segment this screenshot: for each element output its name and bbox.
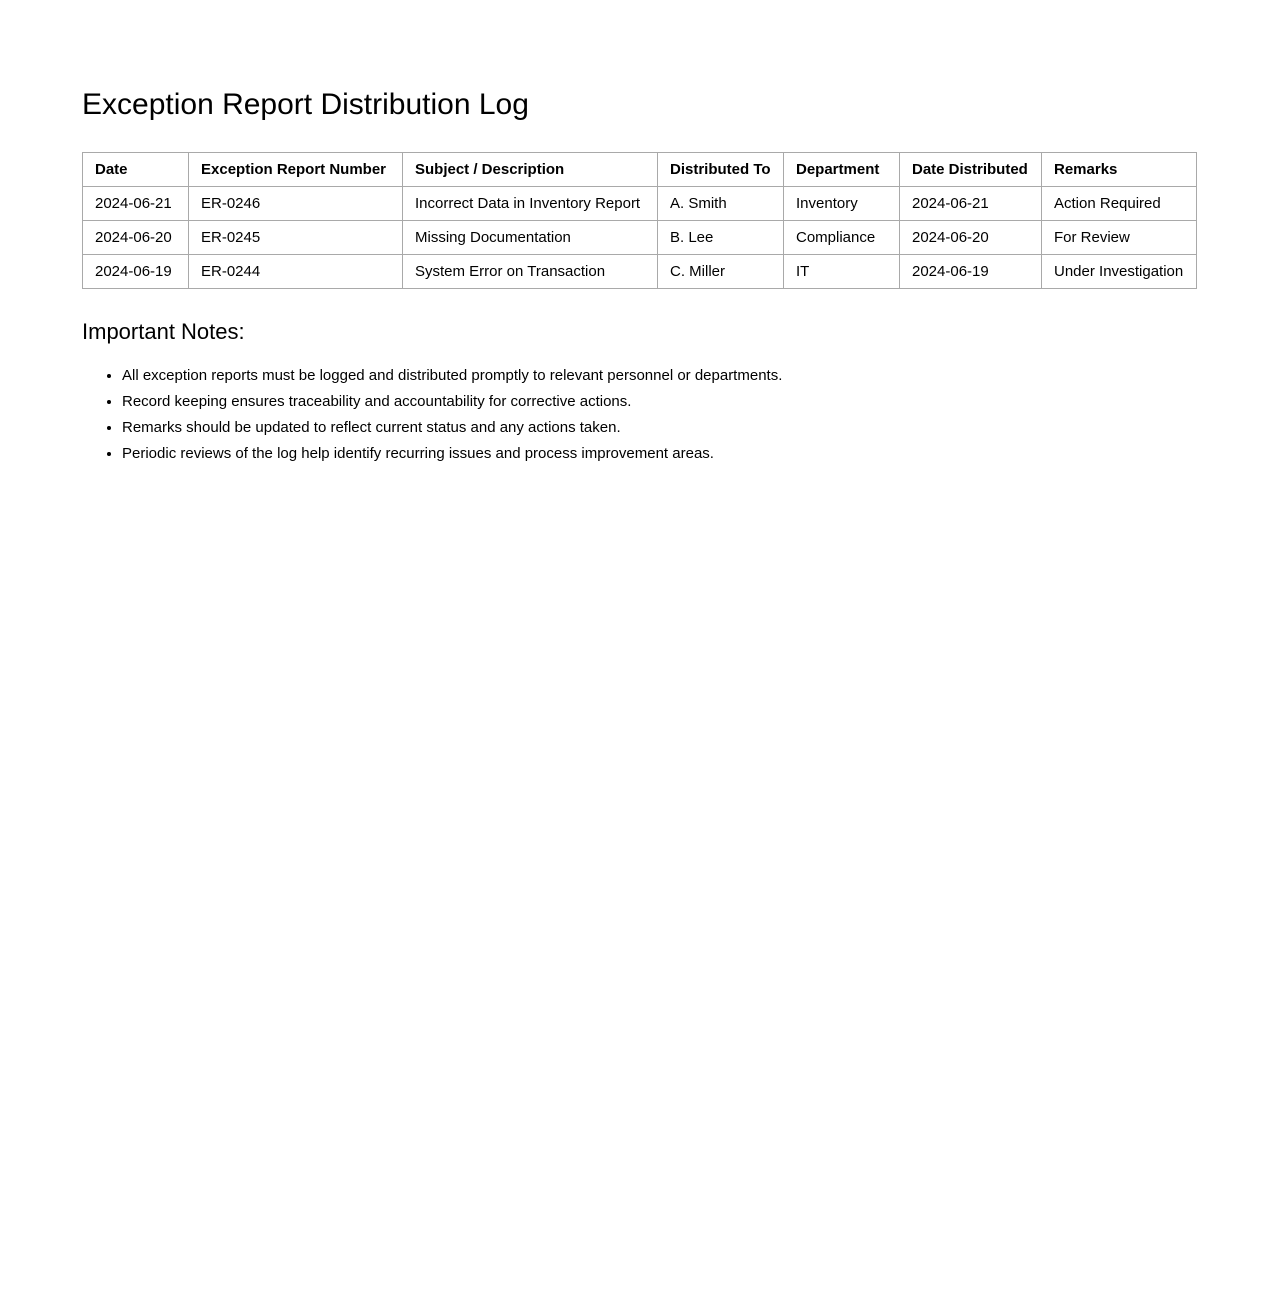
table-row bbox=[83, 255, 1197, 289]
col-header-date-distributed: Date Distributed bbox=[900, 153, 1042, 187]
notes-list bbox=[82, 367, 1196, 462]
cell-subject: Incorrect Data in Inventory Report bbox=[403, 187, 658, 221]
note-item: • Record keeping ensures traceability and accountability for corrective actions. bbox=[122, 393, 1196, 410]
cell-report-number: ER-0244 bbox=[189, 255, 403, 289]
cell-date: 2024-06-20 bbox=[83, 221, 189, 255]
page-title: Exception Report Distribution Log bbox=[82, 88, 529, 121]
cell-subject: Missing Documentation bbox=[403, 221, 658, 255]
table-row bbox=[83, 221, 1197, 255]
cell-remarks: For Review bbox=[1042, 221, 1197, 255]
col-header-distributed-to: Distributed To bbox=[658, 153, 784, 187]
col-header-exception-report-number: Exception Report Number bbox=[189, 153, 403, 187]
distribution-log-table bbox=[82, 152, 1197, 289]
cell-date: 2024-06-19 bbox=[83, 255, 189, 289]
cell-date-distributed: 2024-06-21 bbox=[900, 187, 1042, 221]
notes-heading: Important Notes: bbox=[82, 319, 245, 344]
note-item: • Remarks should be updated to reflect current status and any actions taken. bbox=[122, 419, 1196, 436]
cell-department: IT bbox=[784, 255, 900, 289]
note-item: • Periodic reviews of the log help identify recurring issues and process improvement areas. bbox=[122, 445, 1196, 462]
cell-remarks: Action Required bbox=[1042, 187, 1197, 221]
cell-subject: System Error on Transaction bbox=[403, 255, 658, 289]
col-header-date: Date bbox=[83, 153, 189, 187]
cell-report-number: ER-0246 bbox=[189, 187, 403, 221]
table-row bbox=[83, 187, 1197, 221]
cell-department: Inventory bbox=[784, 187, 900, 221]
cell-date: 2024-06-21 bbox=[83, 187, 189, 221]
col-header-remarks: Remarks bbox=[1042, 153, 1197, 187]
note-item: • All exception reports must be logged and distributed promptly to relevant personnel or departments. bbox=[122, 367, 1196, 384]
col-header-subject-description: Subject / Description bbox=[403, 153, 658, 187]
cell-remarks: Under Investigation bbox=[1042, 255, 1197, 289]
cell-distributed-to: A. Smith bbox=[658, 187, 784, 221]
cell-date-distributed: 2024-06-19 bbox=[900, 255, 1042, 289]
cell-report-number: ER-0245 bbox=[189, 221, 403, 255]
cell-date-distributed: 2024-06-20 bbox=[900, 221, 1042, 255]
cell-distributed-to: B. Lee bbox=[658, 221, 784, 255]
cell-department: Compliance bbox=[784, 221, 900, 255]
table-header-row bbox=[83, 153, 1197, 187]
col-header-department: Department bbox=[784, 153, 900, 187]
cell-distributed-to: C. Miller bbox=[658, 255, 784, 289]
